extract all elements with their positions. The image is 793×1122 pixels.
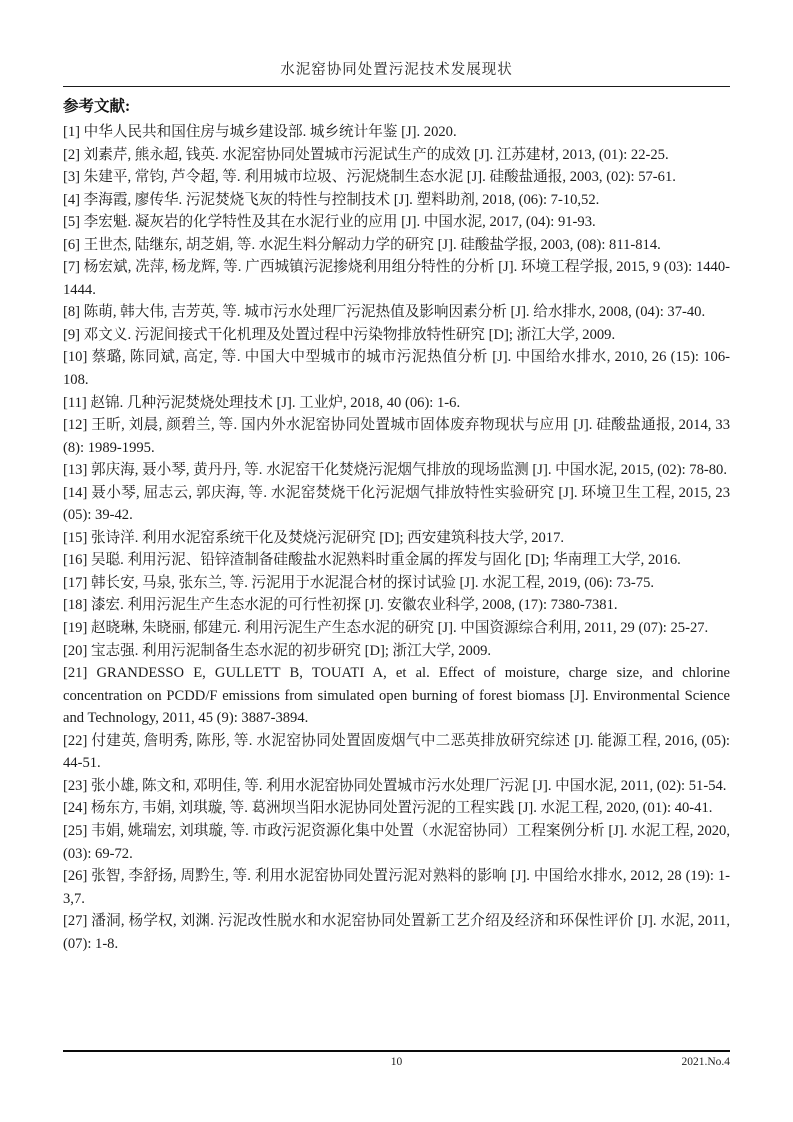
reference-item: [3] 朱建平, 常钧, 芦令超, 等. 利用城市垃圾、污泥烧制生态水泥 [J]. 硅酸盐通报, 2003, (02): 57-61. bbox=[63, 169, 676, 186]
reference-item: [26] 张智, 李舒扬, 周黔生, 等. 利用水泥窑协同处置污泥对熟料的影响 [J]. 中国给水排水, 2012, 28 (19): 1-3,7. bbox=[63, 868, 730, 907]
reference-item: [1] 中华人民共和国住房与城乡建设部. 城乡统计年鉴 [J]. 2020. bbox=[63, 124, 457, 140]
reference-item: [14] 聂小琴, 屈志云, 郭庆海, 等. 水泥窑焚烧干化污泥烟气排放特性实验研究 [J]. 环境卫生工程, 2015, 23 (05): 39-42. bbox=[63, 484, 730, 524]
reference-item: [9] 邓文义. 污泥间接式干化机理及处置过程中污染物排放特性研究 [D]; 浙江大学, 2009. bbox=[63, 326, 616, 343]
reference-item: [15] 张诗洋. 利用水泥窑系统干化及焚烧污泥研究 [D]; 西安建筑科技大学, 2017. bbox=[63, 529, 565, 546]
issue-label: 2021.No.4 bbox=[681, 1056, 730, 1068]
reference-item: [18] 漆宏. 利用污泥生产生态水泥的可行性初探 [J]. 安徽农业科学, 2008, (17): 7380-7381. bbox=[63, 597, 618, 614]
reference-item: [25] 韦娟, 姚瑞宏, 刘琪璇, 等. 市政污泥资源化集中处置（水泥窑协同）工程案例分析 [J]. 水泥工程, 2020, (03): 69-72. bbox=[63, 822, 730, 862]
reference-item: [16] 吴聪. 利用污泥、铅锌渣制备硅酸盐水泥熟料时重金属的挥发与固化 [D]; 华南理工大学, 2016. bbox=[63, 552, 681, 569]
reference-item: [6] 王世杰, 陆继东, 胡芝娟, 等. 水泥生料分解动力学的研究 [J]. 硅酸盐学报, 2003, (08): 811-814. bbox=[63, 236, 661, 253]
reference-item: [5] 李宏魁. 凝灰岩的化学特性及其在水泥行业的应用 [J]. 中国水泥, 2017, (04): 91-93. bbox=[63, 214, 596, 231]
references-heading: 参考文献: bbox=[63, 98, 131, 115]
reference-item: [4] 李海霞, 廖传华. 污泥焚烧飞灰的特性与控制技术 [J]. 塑料助剂, 2018, (06): 7-10,52. bbox=[63, 191, 600, 208]
reference-item: [2] 刘素芹, 熊永超, 钱英. 水泥窑协同处置城市污泥试生产的成效 [J]. 江苏建材, 2013, (01): 22-25. bbox=[63, 146, 669, 163]
reference-item: [12] 王昕, 刘晨, 颜碧兰, 等. 国内外水泥窑协同处置城市固体废弃物现状与应用 [J]. 硅酸盐通报, 2014, 33 (8): 1989-1995. bbox=[63, 417, 730, 456]
reference-item: [24] 杨东方, 韦娟, 刘琪璇, 等. 葛洲坝当阳水泥协同处置污泥的工程实践 [J]. 水泥工程, 2020, (01): 40-41. bbox=[63, 800, 713, 817]
reference-item: [23] 张小雄, 陈文和, 邓明佳, 等. 利用水泥窑协同处置城市污水处理厂污泥 [J]. 中国水泥, 2011, (02): 51-54. bbox=[63, 777, 727, 794]
running-header-title: 水泥窑协同处置污泥技术发展现状 bbox=[280, 62, 513, 78]
reference-item: [10] 蔡璐, 陈同斌, 高定, 等. 中国大中型城市的城市污泥热值分析 [J]. 中国给水排水, 2010, 26 (15): 106-108. bbox=[63, 349, 730, 389]
reference-item: [8] 陈萌, 韩大伟, 吉芳英, 等. 城市污水处理厂污泥热值及影响因素分析 [J]. 给水排水, 2008, (04): 37-40. bbox=[63, 304, 706, 321]
page-footer bbox=[63, 1056, 730, 1072]
reference-item: [13] 郭庆海, 聂小琴, 黄丹丹, 等. 水泥窑干化焚烧污泥烟气排放的现场监测 [J]. 中国水泥, 2015, (02): 78-80. bbox=[63, 462, 727, 479]
footer-rule bbox=[63, 1050, 730, 1052]
reference-item: [7] 杨宏斌, 冼萍, 杨龙辉, 等. 广西城镇污泥掺烧利用组分特性的分析 [J]. 环境工程学报, 2015, 9 (03): 1440-1444. bbox=[63, 259, 730, 298]
reference-item: [21] GRANDESSO E, GULLETT B, TOUATI A, et al. Effect of moisture, charge size, and chlorine concentration on PCDD/F emissions from simulated open burning of forest biomass [J]. Environmental Science and Technology, 2011, 45 (9): 3887-3894. bbox=[63, 665, 730, 727]
reference-item: [11] 赵锦. 几种污泥焚烧处理技术 [J]. 工业炉, 2018, 40 (06): 1-6. bbox=[63, 394, 461, 411]
reference-item: [22] 付建英, 詹明秀, 陈彤, 等. 水泥窑协同处置固废烟气中二恶英排放研究综述 [J]. 能源工程, 2016, (05): 44-51. bbox=[63, 732, 730, 772]
reference-item: [27] 潘洞, 杨学权, 刘渊. 污泥改性脱水和水泥窑协同处置新工艺介绍及经济和环保性评价 [J]. 水泥, 2011, (07): 1-8. bbox=[63, 913, 730, 952]
reference-item: [19] 赵晓琳, 朱晓丽, 郁建元. 利用污泥生产生态水泥的研究 [J]. 中国资源综合利用, 2011, 29 (07): 25-27. bbox=[63, 620, 709, 637]
reference-item: [20] 宝志强. 利用污泥制备生态水泥的初步研究 [D]; 浙江大学, 2009. bbox=[63, 642, 492, 659]
reference-item: [17] 韩长安, 马泉, 张东兰, 等. 污泥用于水泥混合材的探讨试验 [J]. 水泥工程, 2019, (06): 73-75. bbox=[63, 574, 655, 591]
references-list bbox=[63, 121, 730, 955]
page-number: 10 bbox=[390, 1056, 403, 1068]
header-rule bbox=[63, 86, 730, 87]
